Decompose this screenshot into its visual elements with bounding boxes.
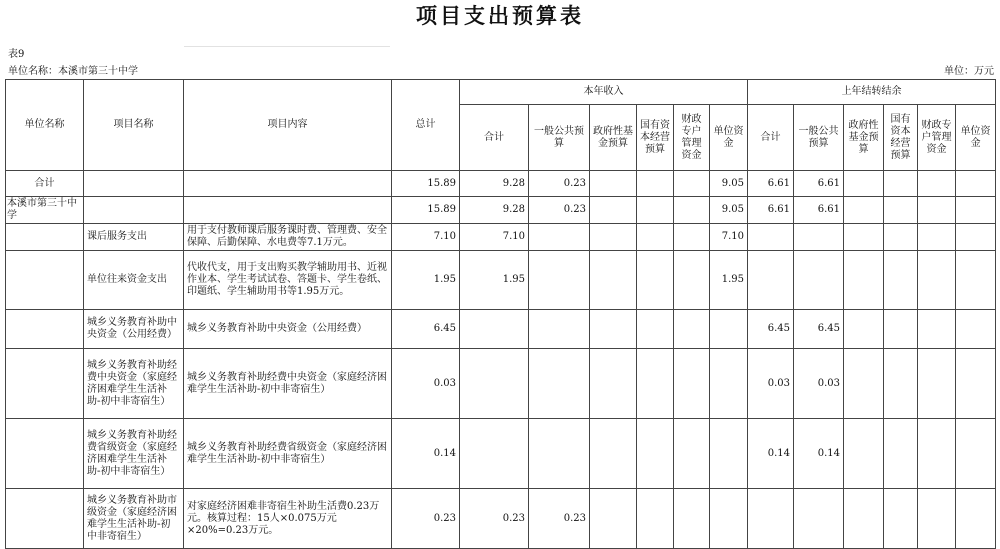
- table-row: [6, 251, 996, 310]
- currency-unit-label: 单位：万元: [944, 66, 994, 77]
- prev-general-public-cell: [794, 489, 844, 549]
- prev-state-capital-cell: [884, 489, 918, 549]
- prev-unit-fund-cell: [956, 197, 996, 224]
- unit-cell: [6, 349, 84, 419]
- header-current-income: 本年收入: [460, 80, 748, 105]
- project-cell: 城乡义务教育补助中央资金（公用经费）: [84, 310, 184, 349]
- prev-unit-fund-cell: [956, 251, 996, 310]
- cur-general-public-cell: [529, 224, 590, 251]
- header-prev-unit-fund: 单位资金: [956, 105, 996, 171]
- content-cell: 用于支付教师课后服务课时费、管理费、安全保障、后勤保障、水电费等7.1万元。: [184, 224, 392, 251]
- cur-fiscal-account-cell: [674, 251, 710, 310]
- prev-state-capital-cell: [884, 224, 918, 251]
- prev-fiscal-account-cell: [918, 197, 956, 224]
- cur-general-public-cell: 0.23: [529, 489, 590, 549]
- cur-general-public-cell: [529, 419, 590, 489]
- cur-gov-fund-cell: [590, 197, 637, 224]
- content-cell: 对家庭经济困难非寄宿生补助生活费0.23万元。核算过程：15人×0.075万元×20%=0.23万元。: [184, 489, 392, 549]
- total-cell: 6.45: [392, 310, 460, 349]
- cur-subtotal-cell: 0.23: [460, 489, 529, 549]
- content-cell: [184, 171, 392, 197]
- page-title: 项目支出预算表: [416, 3, 584, 28]
- prev-gov-fund-cell: [844, 349, 884, 419]
- cur-state-capital-cell: [637, 251, 674, 310]
- prev-unit-fund-cell: [956, 171, 996, 197]
- total-cell: 7.10: [392, 224, 460, 251]
- cur-gov-fund-cell: [590, 419, 637, 489]
- prev-subtotal-cell: 6.61: [748, 171, 794, 197]
- header-row-1: [6, 80, 996, 105]
- prev-general-public-cell: [794, 224, 844, 251]
- prev-general-public-cell: 6.61: [794, 171, 844, 197]
- total-cell: 15.89: [392, 197, 460, 224]
- total-cell: 1.95: [392, 251, 460, 310]
- cur-gov-fund-cell: [590, 349, 637, 419]
- unit-cell: [6, 251, 84, 310]
- project-cell: 课后服务支出: [84, 224, 184, 251]
- prev-gov-fund-cell: [844, 224, 884, 251]
- cur-state-capital-cell: [637, 224, 674, 251]
- cur-state-capital-cell: [637, 419, 674, 489]
- cur-subtotal-cell: [460, 419, 529, 489]
- header-cur-subtotal: 合计: [460, 105, 529, 171]
- cur-gov-fund-cell: [590, 224, 637, 251]
- table-row: [6, 310, 996, 349]
- cur-unit-fund-cell: 9.05: [710, 171, 748, 197]
- header-prev-general-public: 一般公共预算: [794, 105, 844, 171]
- cur-general-public-cell: [529, 310, 590, 349]
- prev-state-capital-cell: [884, 171, 918, 197]
- prev-fiscal-account-cell: [918, 224, 956, 251]
- prev-unit-fund-cell: [956, 224, 996, 251]
- prev-state-capital-cell: [884, 349, 918, 419]
- cur-subtotal-cell: 7.10: [460, 224, 529, 251]
- cur-unit-fund-cell: 1.95: [710, 251, 748, 310]
- prev-unit-fund-cell: [956, 310, 996, 349]
- unit-cell: [6, 419, 84, 489]
- content-cell: [184, 197, 392, 224]
- total-cell: 15.89: [392, 171, 460, 197]
- cur-fiscal-account-cell: [674, 224, 710, 251]
- header-cur-general-public: 一般公共预算: [529, 105, 590, 171]
- prev-fiscal-account-cell: [918, 171, 956, 197]
- cur-fiscal-account-cell: [674, 310, 710, 349]
- prev-subtotal-cell: [748, 251, 794, 310]
- prev-general-public-cell: [794, 251, 844, 310]
- prev-general-public-cell: 0.03: [794, 349, 844, 419]
- prev-state-capital-cell: [884, 310, 918, 349]
- prev-fiscal-account-cell: [918, 489, 956, 549]
- prev-state-capital-cell: [884, 197, 918, 224]
- prev-subtotal-cell: 0.14: [748, 419, 794, 489]
- table-row-total: [6, 171, 996, 197]
- header-cur-unit-fund: 单位资金: [710, 105, 748, 171]
- cur-unit-fund-cell: 7.10: [710, 224, 748, 251]
- prev-gov-fund-cell: [844, 310, 884, 349]
- prev-general-public-cell: 6.61: [794, 197, 844, 224]
- prev-subtotal-cell: 6.45: [748, 310, 794, 349]
- header-prev-gov-fund: 政府性基金预算: [844, 105, 884, 171]
- cur-unit-fund-cell: 9.05: [710, 197, 748, 224]
- cur-general-public-cell: 0.23: [529, 171, 590, 197]
- prev-unit-fund-cell: [956, 349, 996, 419]
- unit-cell: [6, 310, 84, 349]
- table-row: [6, 349, 996, 419]
- cur-fiscal-account-cell: [674, 349, 710, 419]
- unit-cell: [6, 489, 84, 549]
- unit-name-label: 单位名称：本溪市第三十中学: [8, 66, 138, 77]
- cur-fiscal-account-cell: [674, 171, 710, 197]
- header-prev-fiscal-account: 财政专户管理资金: [918, 105, 956, 171]
- content-cell: 城乡义务教育补助中央资金（公用经费）: [184, 310, 392, 349]
- cur-subtotal-cell: 9.28: [460, 171, 529, 197]
- prev-subtotal-cell: 6.61: [748, 197, 794, 224]
- cur-subtotal-cell: 9.28: [460, 197, 529, 224]
- prev-gov-fund-cell: [844, 171, 884, 197]
- unit-cell: 合计: [6, 171, 84, 197]
- header-prev-state-capital: 国有资本经营预算: [884, 105, 918, 171]
- cur-state-capital-cell: [637, 489, 674, 549]
- prev-subtotal-cell: [748, 489, 794, 549]
- cur-fiscal-account-cell: [674, 419, 710, 489]
- unit-cell: [6, 224, 84, 251]
- cur-state-capital-cell: [637, 310, 674, 349]
- cur-state-capital-cell: [637, 171, 674, 197]
- header-prev-subtotal: 合计: [748, 105, 794, 171]
- project-cell: 单位往来资金支出: [84, 251, 184, 310]
- total-cell: 0.03: [392, 349, 460, 419]
- prev-state-capital-cell: [884, 419, 918, 489]
- cur-gov-fund-cell: [590, 171, 637, 197]
- prev-gov-fund-cell: [844, 251, 884, 310]
- cur-subtotal-cell: 1.95: [460, 251, 529, 310]
- header-cur-state-capital: 国有资本经营预算: [637, 105, 674, 171]
- content-cell: 代收代支，用于支出购买教学辅助用书、近视作业本、学生考试试卷、答题卡、学生卷纸、印题纸、学生辅助用书等1.95万元。: [184, 251, 392, 310]
- total-cell: 0.14: [392, 419, 460, 489]
- header-project-content: 项目内容: [184, 80, 392, 171]
- prev-subtotal-cell: 0.03: [748, 349, 794, 419]
- prev-general-public-cell: 0.14: [794, 419, 844, 489]
- header-unit-name: 单位名称: [6, 80, 84, 171]
- project-cell: 城乡义务教育补助经费省级资金（家庭经济困难学生生活补助-初中非寄宿生）: [84, 419, 184, 489]
- prev-fiscal-account-cell: [918, 310, 956, 349]
- project-cell: [84, 171, 184, 197]
- project-cell: 城乡义务教育补助市级资金（家庭经济困难学生生活补助-初中非寄宿生）: [84, 489, 184, 549]
- cur-gov-fund-cell: [590, 489, 637, 549]
- budget-table: [5, 79, 996, 549]
- content-cell: 城乡义务教育补助经费中央资金（家庭经济困难学生生活补助-初中非寄宿生）: [184, 349, 392, 419]
- cur-general-public-cell: [529, 349, 590, 419]
- prev-unit-fund-cell: [956, 419, 996, 489]
- total-cell: 0.23: [392, 489, 460, 549]
- cur-unit-fund-cell: [710, 310, 748, 349]
- cur-fiscal-account-cell: [674, 197, 710, 224]
- prev-fiscal-account-cell: [918, 349, 956, 419]
- prev-gov-fund-cell: [844, 419, 884, 489]
- table-number: 表9: [8, 49, 25, 60]
- divider: [184, 46, 390, 47]
- prev-gov-fund-cell: [844, 197, 884, 224]
- prev-subtotal-cell: [748, 224, 794, 251]
- cur-unit-fund-cell: [710, 419, 748, 489]
- prev-gov-fund-cell: [844, 489, 884, 549]
- prev-unit-fund-cell: [956, 489, 996, 549]
- cur-unit-fund-cell: [710, 489, 748, 549]
- table-row: [6, 419, 996, 489]
- header-project-name: 项目名称: [84, 80, 184, 171]
- cur-state-capital-cell: [637, 197, 674, 224]
- cur-unit-fund-cell: [710, 349, 748, 419]
- cur-fiscal-account-cell: [674, 489, 710, 549]
- prev-fiscal-account-cell: [918, 419, 956, 489]
- prev-general-public-cell: 6.45: [794, 310, 844, 349]
- table-row: [6, 224, 996, 251]
- table-row-unit: [6, 197, 996, 224]
- table-row: [6, 489, 996, 549]
- cur-general-public-cell: [529, 251, 590, 310]
- header-cur-fiscal-account: 财政专户管理资金: [674, 105, 710, 171]
- content-cell: 城乡义务教育补助经费省级资金（家庭经济困难学生生活补助-初中非寄宿生）: [184, 419, 392, 489]
- header-cur-gov-fund: 政府性基金预算: [590, 105, 637, 171]
- cur-general-public-cell: 0.23: [529, 197, 590, 224]
- prev-fiscal-account-cell: [918, 251, 956, 310]
- project-cell: [84, 197, 184, 224]
- cur-subtotal-cell: [460, 349, 529, 419]
- cur-gov-fund-cell: [590, 310, 637, 349]
- cur-state-capital-cell: [637, 349, 674, 419]
- project-cell: 城乡义务教育补助经费中央资金（家庭经济困难学生生活补助-初中非寄宿生）: [84, 349, 184, 419]
- unit-cell: 本溪市第三十中学: [6, 197, 84, 224]
- cur-gov-fund-cell: [590, 251, 637, 310]
- prev-state-capital-cell: [884, 251, 918, 310]
- header-total: 总计: [392, 80, 460, 171]
- header-prior-carryover: 上年结转结余: [748, 80, 996, 105]
- cur-subtotal-cell: [460, 310, 529, 349]
